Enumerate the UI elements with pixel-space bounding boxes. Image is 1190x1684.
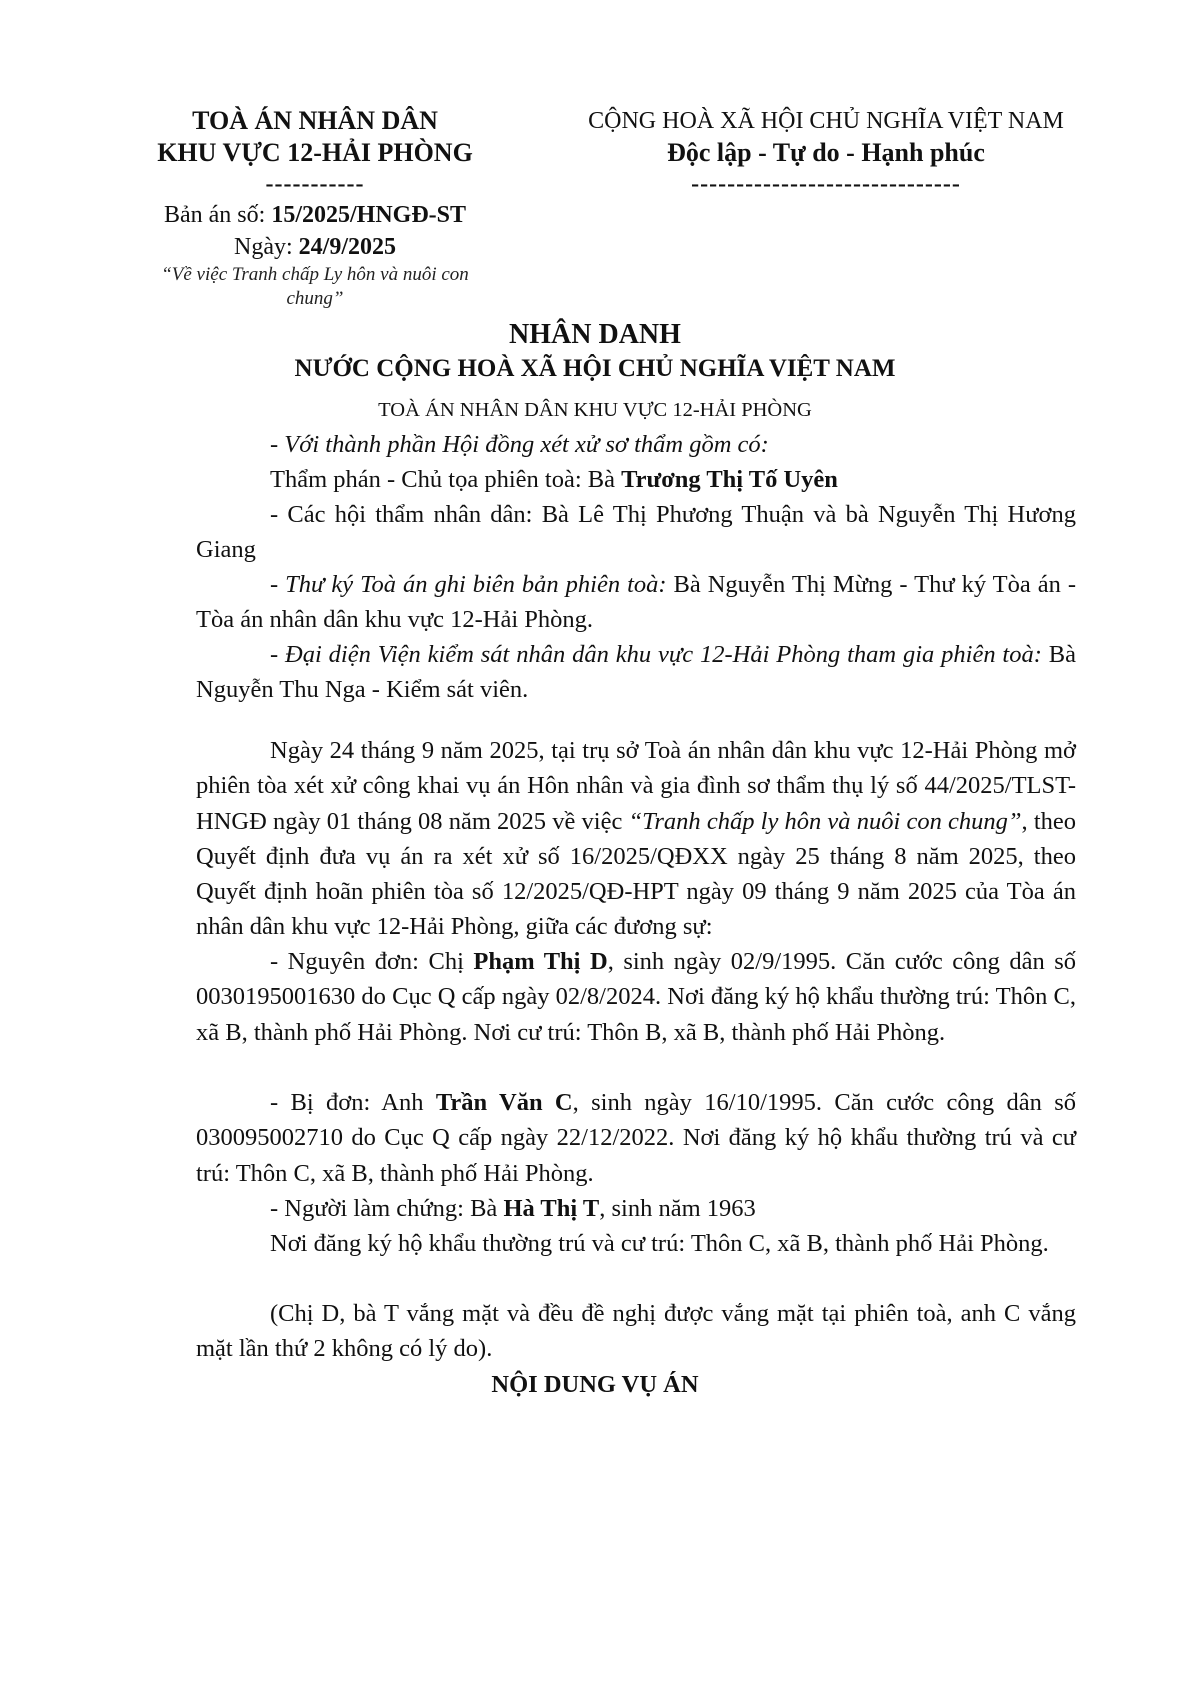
witness-paragraph: - Người làm chứng: Bà Hà Thị T, sinh năm 1963 [270,1195,756,1222]
title-court: TOÀ ÁN NHÂN DÂN KHU VỰC 12-HẢI PHÒNG [378,399,812,421]
section-title: NỘI DUNG VỤ ÁN [491,1371,699,1398]
nation-divider: ------------------------------ [691,171,961,197]
court-name-line2: KHU VỰC 12-HẢI PHÒNG [157,138,473,167]
plaintiff-paragraph: - Nguyên đơn: Chị Phạm Thị D, sinh ngày 02/9/1995. Căn cước công dân số 0030195001630 do Cục Q cấp ngày 02/8/2024. Nơi đăng ký hộ khẩu thường trú: Thôn C, xã B, thành phố Hải Phòng. Nơi cư trú: Thôn B, xã B, thành phố Hải Phòng. [196,948,1077,1046]
panel-clerk: - Thư ký Toà án ghi biên bản phiên toà: Bà Nguyễn Thị Mừng - Thư ký Tòa án - Tòa án nhân dân khu vực 12-Hải Phòng. [196,571,1076,634]
panel-procurator: - Đại diện Viện kiểm sát nhân dân khu vực 12-Hải Phòng tham gia phiên toà: Bà Nguyễn Thu Nga - Kiểm sát viên. [196,641,1076,704]
court-name-line1: TOÀ ÁN NHÂN DÂN [192,106,438,135]
defendant-paragraph: - Bị đơn: Anh Trần Văn C, sinh ngày 16/10/1995. Căn cước công dân số 030095002710 do Cục Q cấp ngày 22/12/2022. Nơi đăng ký hộ khẩu thường trú và cư trú: Thôn C, xã B, thành phố Hải Phòng. [196,1089,1076,1187]
nation-motto: Độc lập - Tự do - Hạnh phúc [667,138,985,167]
intro-paragraph: Ngày 24 tháng 9 năm 2025, tại trụ sở Toà án nhân dân khu vực 12-Hải Phòng mở phiên tòa xét xử công khai vụ án Hôn nhân và gia đình sơ thẩm thụ lý số 44/2025/TLST-HNGĐ ngày 01 tháng 08 năm 2025 về việc “Tranh chấp ly hôn và nuôi con chung”, theo Quyết định đưa vụ án ra xét xử số 16/2025/QĐXX ngày 25 tháng 8 năm 2025, theo Quyết định hoãn phiên tòa số 12/2025/QĐ-HPT ngày 09 tháng 9 năm 2025 của Tòa án nhân dân khu vực 12-Hải Phòng, giữa các đương sự: [196,737,1076,941]
panel-intro: - Với thành phần Hội đồng xét xử sơ thẩm gồm có: [270,431,769,458]
verdict-number: Bản án số: 15/2025/HNGĐ-ST [163,202,466,228]
case-subject: “Về việc Tranh chấp Ly hôn và nuôi con chung” [161,264,469,309]
title-in-the-name: NHÂN DANH [509,319,681,350]
panel-jurors: - Các hội thẩm nhân dân: Bà Lê Thị Phương Thuận và bà Nguyễn Thị Hương Giang [196,501,1076,564]
nation-title: CỘNG HOÀ XÃ HỘI CHỦ NGHĨA VIỆT NAM [588,108,1064,134]
panel-judge: Thẩm phán - Chủ tọa phiên toà: Bà Trương Thị Tố Uyên [270,466,838,493]
verdict-date: Ngày: 24/9/2025 [234,234,396,260]
title-nation: NƯỚC CỘNG HOÀ XÃ HỘI CHỦ NGHĨA VIỆT NAM [294,355,896,382]
court-divider: ----------- [265,171,365,197]
witness-address: Nơi đăng ký hộ khẩu thường trú và cư trú: Thôn C, xã B, thành phố Hải Phòng. [270,1230,1049,1257]
absence-note: (Chị D, bà T vắng mặt và đều đề nghị được vắng mặt tại phiên toà, anh C vắng mặt lần thứ 2 không có lý do). [196,1300,1076,1363]
